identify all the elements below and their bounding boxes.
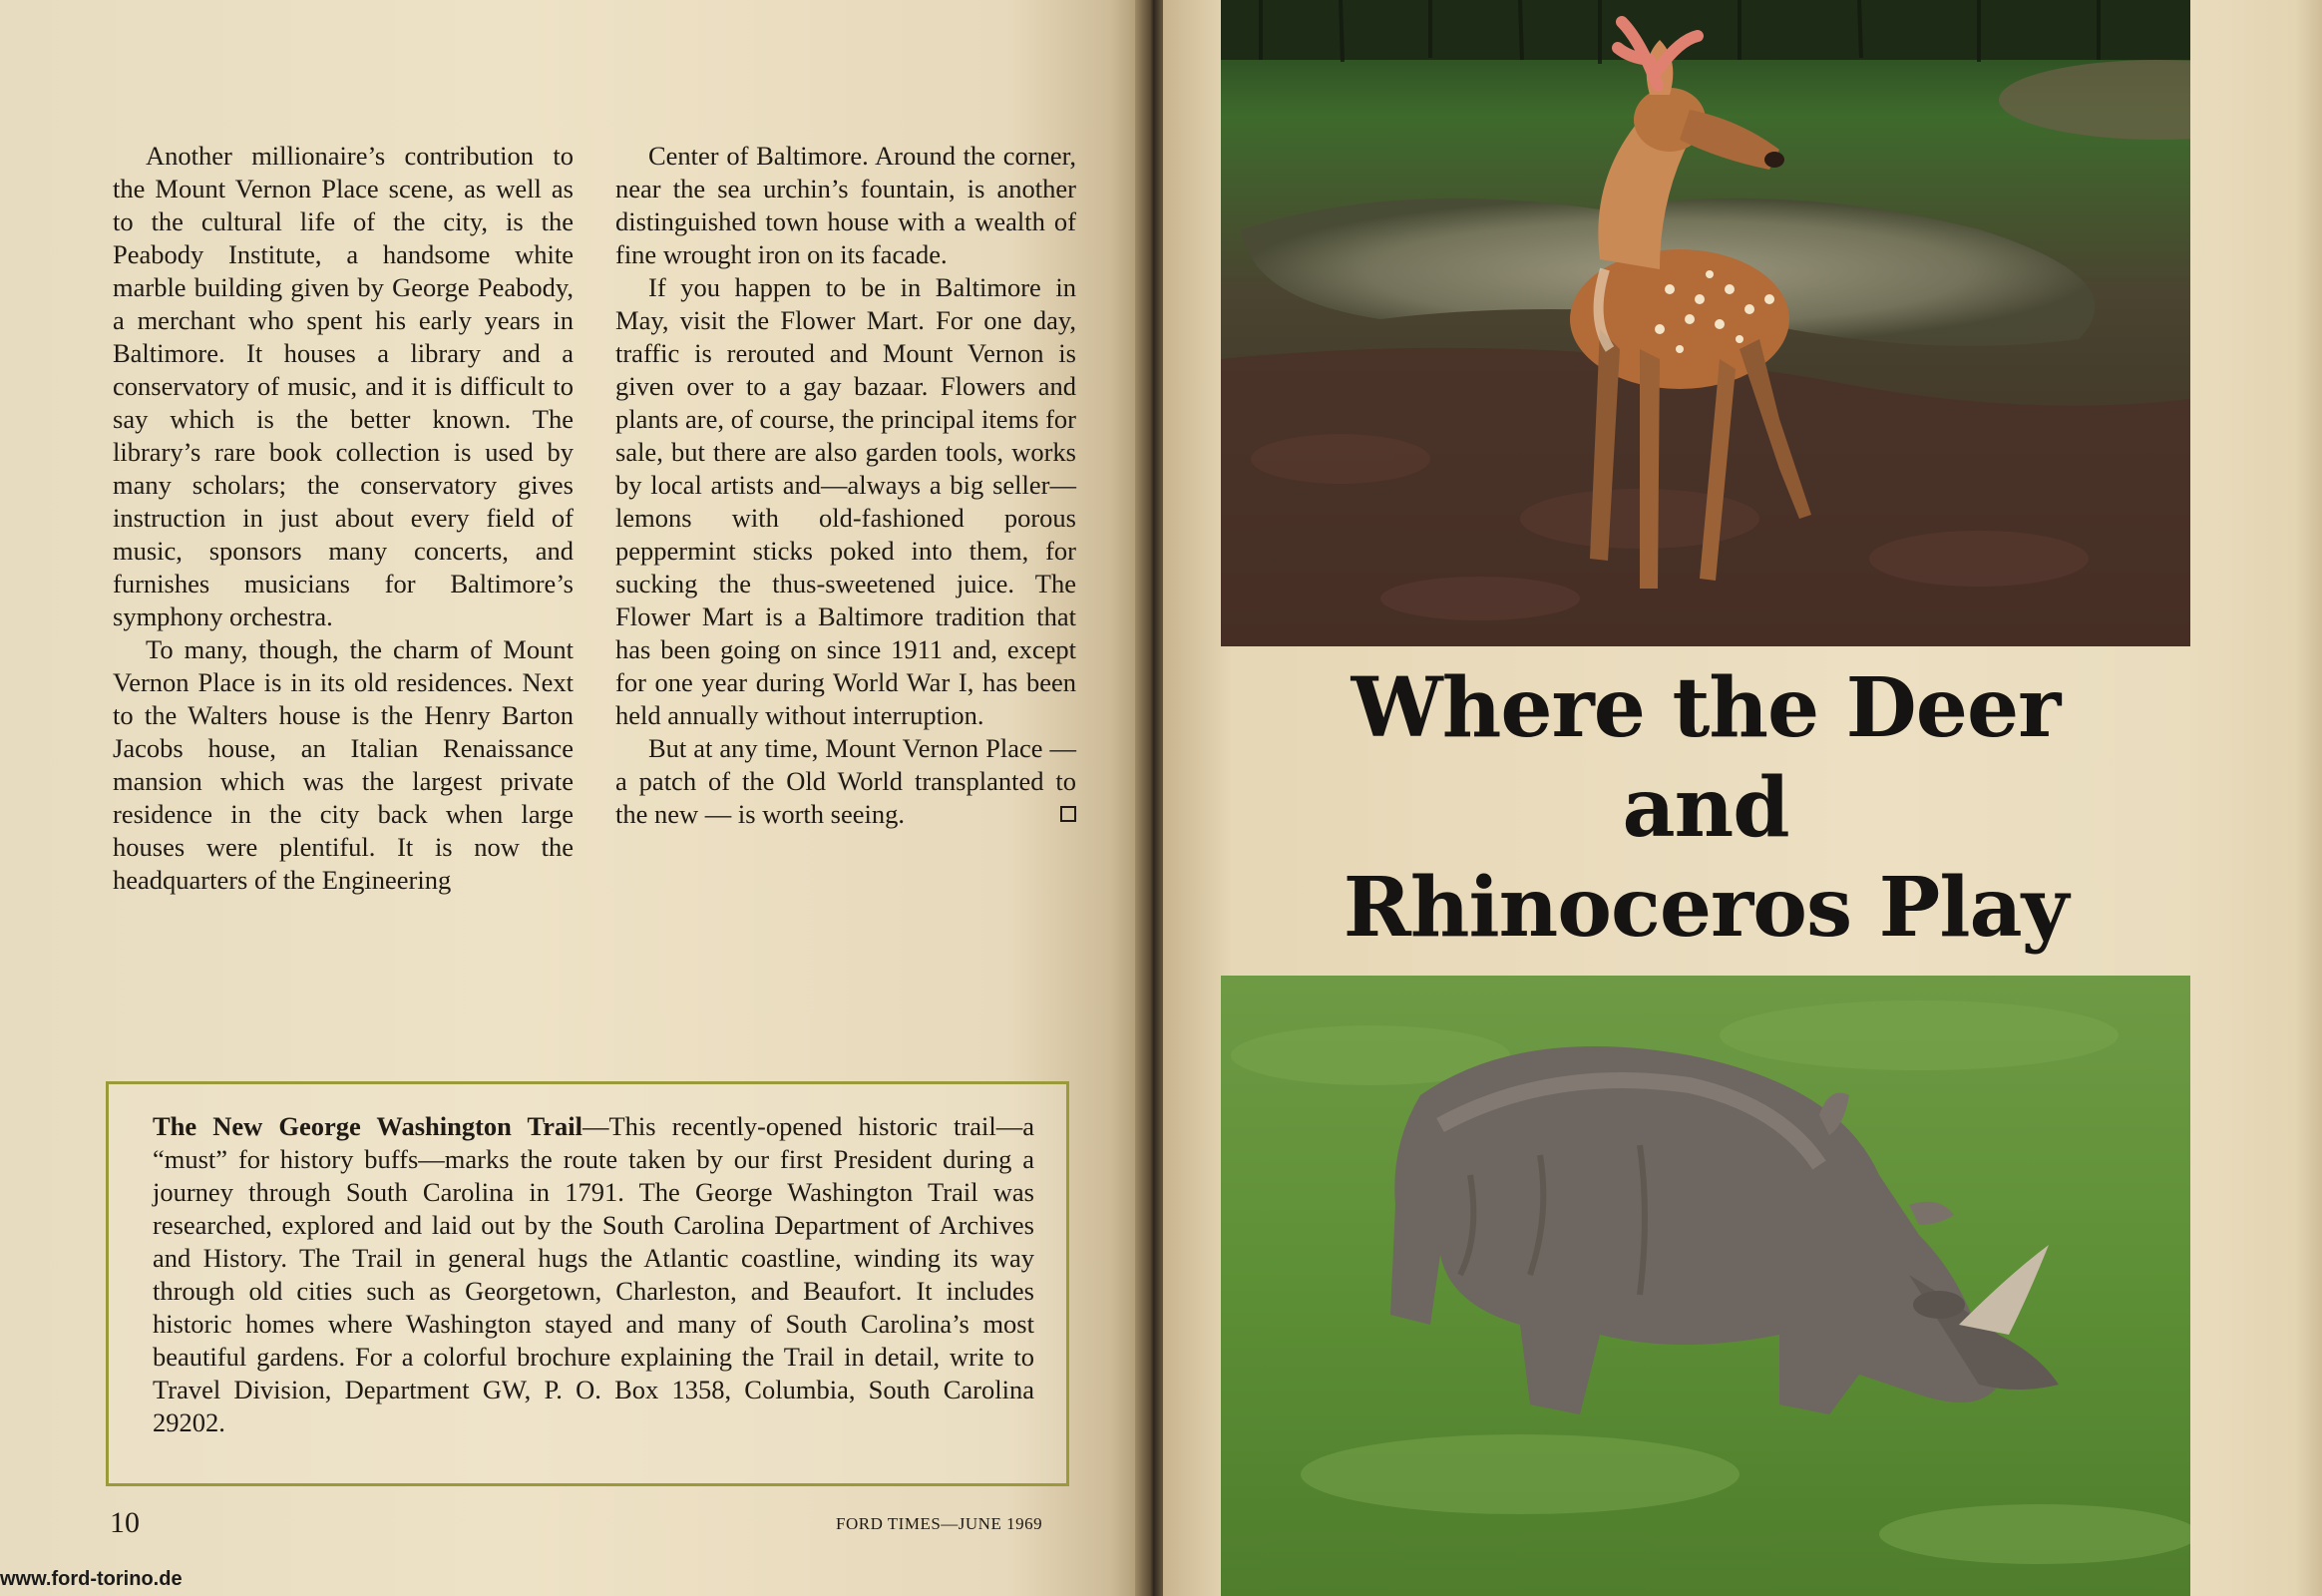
sidebar-text [153,1110,1034,1439]
watermark-link: www.ford-torino.de [0,1568,183,1590]
rhinoceros-illustration [1221,976,2190,1596]
page-number: 10 [110,1506,140,1539]
headline-line: Rhinoceros Play [1343,860,2069,956]
running-footer: FORD TIMES—JUNE 1969 [836,1514,1043,1533]
sidebar-box [106,1081,1069,1486]
paragraph: Another millionaire’s contribution to the Mount Vernon Place scene, as well as to the cultural life of the city, is the Peabody Institute, a handsome white marble building given by George Peabody, a merchant who spent his early years in Baltimore. It houses a library and a conservatory of music, and it is difficult to say which is the better known. The library’s rare book collection is used by many scholars; the conservatory gives instruction in just about every field of music, sponsors many concerts, and furnishes musicians for Baltimore’s symphony orchestra. [113,141,574,631]
sidebar-body: —This recently-opened historic trail—a “must” for history buffs—marks the route taken by our first President during a journey through South Carolina in 1791. The George Washington Trail was researched, explored and laid out by the South Carolina Department of Archives and History. The Trail in general hugs the Atlantic coastline, winding its way through old cities such as Georgetown, Charleston, and Beaufort. It includes historic homes where Washington stayed and many of South Carolina’s most beautiful gardens. For a colorful brochure explaining the Trail in detail, write to Travel Division, Department GW, P. O. Box 1358, Columbia, South Carolina 29202. [153,1111,1034,1437]
deer-photo [1221,0,2190,646]
headline-line: and [1622,760,1789,856]
article-column-2 [615,140,1076,831]
right-page-margin [2190,0,2322,1596]
rhinoceros-photo [1221,976,2190,1596]
paragraph: To many, though, the charm of Mount Vernon Place is in its old residences. Next to the Walters house is the Henry Barton Jacobs house, an Italian Renaissance mansion which was the largest private residence in the city back when large houses were plentiful. It is now the headquarters of the Engineering [113,634,574,895]
left-page [0,0,1145,1596]
sidebar-title: The New George Washington Trail [153,1111,582,1141]
paragraph-text: But at any time, Mount Vernon Place — a patch of the Old World transplanted to the new — is worth seeing. [615,733,1076,829]
end-of-article-mark [1060,806,1076,822]
paragraph: If you happen to be in Baltimore in May, visit the Flower Mart. For one day, traffic is rerouted and Mount Vernon is given over to a gay bazaar. Flowers and plants are, of course, the principal items for sale, but there are also garden tools, works by local artists and—always a big seller—lemons with old-fashioned porous peppermint sticks poked into them, for sucking the thus-sweetened juice. The Flower Mart is a Baltimore tradition that has been going on since 1911 and, except for one year during World War I, has been held annually without interruption. [615,272,1076,730]
deer-illustration [1221,0,2190,646]
article-column-1 [113,140,574,897]
paragraph: Center of Baltimore. Around the corner, near the sea urchin’s fountain, is another distinguished town house with a wealth of fine wrought iron on its facade. [615,141,1076,269]
headline-line: Where the Deer [1351,660,2061,756]
paragraph-final [615,732,1076,831]
article-headline [1297,658,2115,958]
